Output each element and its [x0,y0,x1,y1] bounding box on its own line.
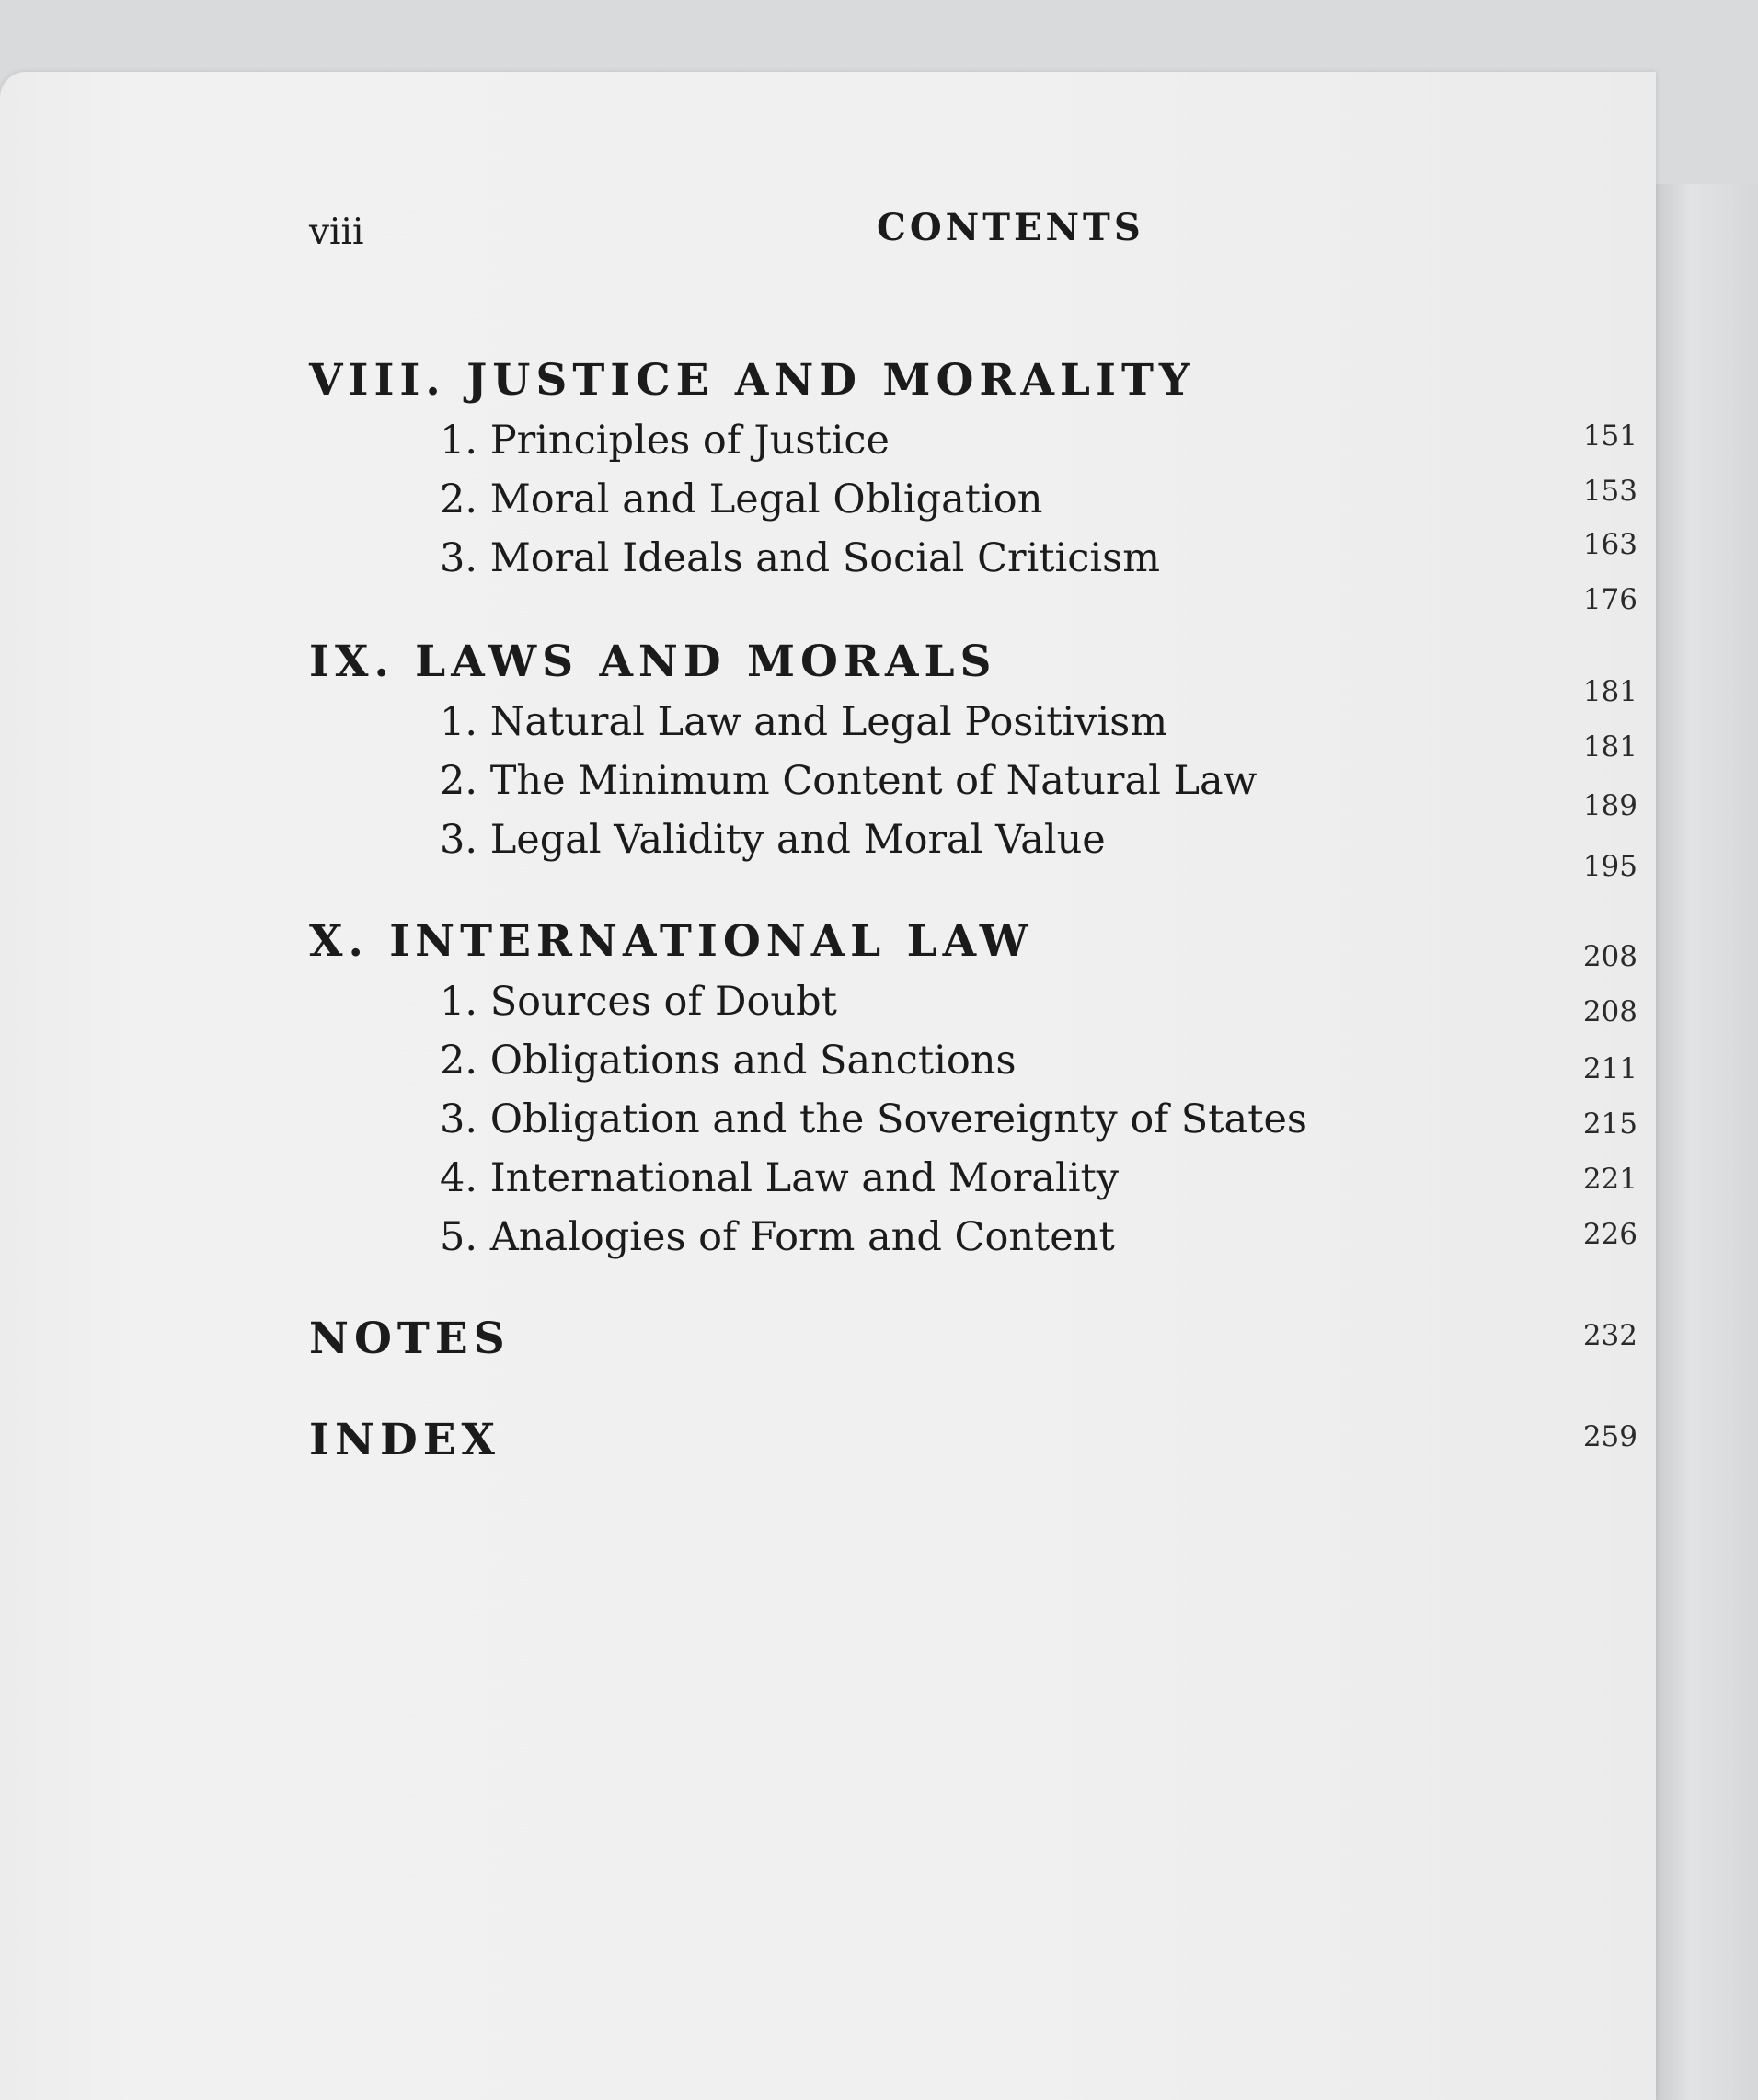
section-title: 3. Obligation and the Sovereignty of States [440,1096,1307,1142]
index-title: INDEX [309,1415,500,1465]
section-title: 1. Sources of Doubt [440,979,837,1025]
page-number: 208 [1582,995,1637,1028]
page-label: viii [309,212,364,253]
page-number: 259 [1582,1420,1637,1453]
page-number: 163 [1582,528,1637,561]
section-title: 2. The Minimum Content of Natural Law [440,758,1258,804]
section-title: 2. Obligations and Sanctions [440,1038,1017,1084]
section-title: 3. Moral Ideals and Social Criticism [440,535,1160,581]
adjacent-page-edge [1647,184,1758,2100]
page-number: 232 [1582,1319,1637,1352]
page-number: 195 [1582,850,1637,883]
page-number: 208 [1582,940,1637,973]
page-number: 176 [1582,583,1637,616]
section-title: 4. International Law and Morality [440,1155,1120,1201]
section-title: 5. Analogies of Form and Content [440,1214,1115,1260]
chapter-title: X. INTERNATIONAL LAW [309,916,1034,967]
chapter-title: VIII. JUSTICE AND MORALITY [309,355,1196,406]
page-number: 151 [1582,419,1637,453]
page-number: 221 [1582,1163,1637,1196]
page-number: 215 [1582,1107,1637,1141]
page-number: 189 [1582,789,1637,822]
chapter-title: IX. LAWS AND MORALS [309,637,997,687]
page-number: 226 [1582,1218,1637,1251]
notes-title: NOTES [309,1314,511,1364]
page-number: 153 [1582,475,1637,508]
page-number: 181 [1582,730,1637,763]
section-title: 3. Legal Validity and Moral Value [440,817,1106,863]
section-title: 1. Principles of Justice [440,418,890,464]
section-title: 1. Natural Law and Legal Positivism [440,699,1168,745]
section-title: 2. Moral and Legal Obligation [440,476,1043,522]
page-number: 211 [1582,1052,1637,1085]
book-page [0,72,1656,2100]
page-number: 181 [1582,675,1637,708]
page-content [0,72,1656,2100]
running-title: CONTENTS [877,206,1144,249]
